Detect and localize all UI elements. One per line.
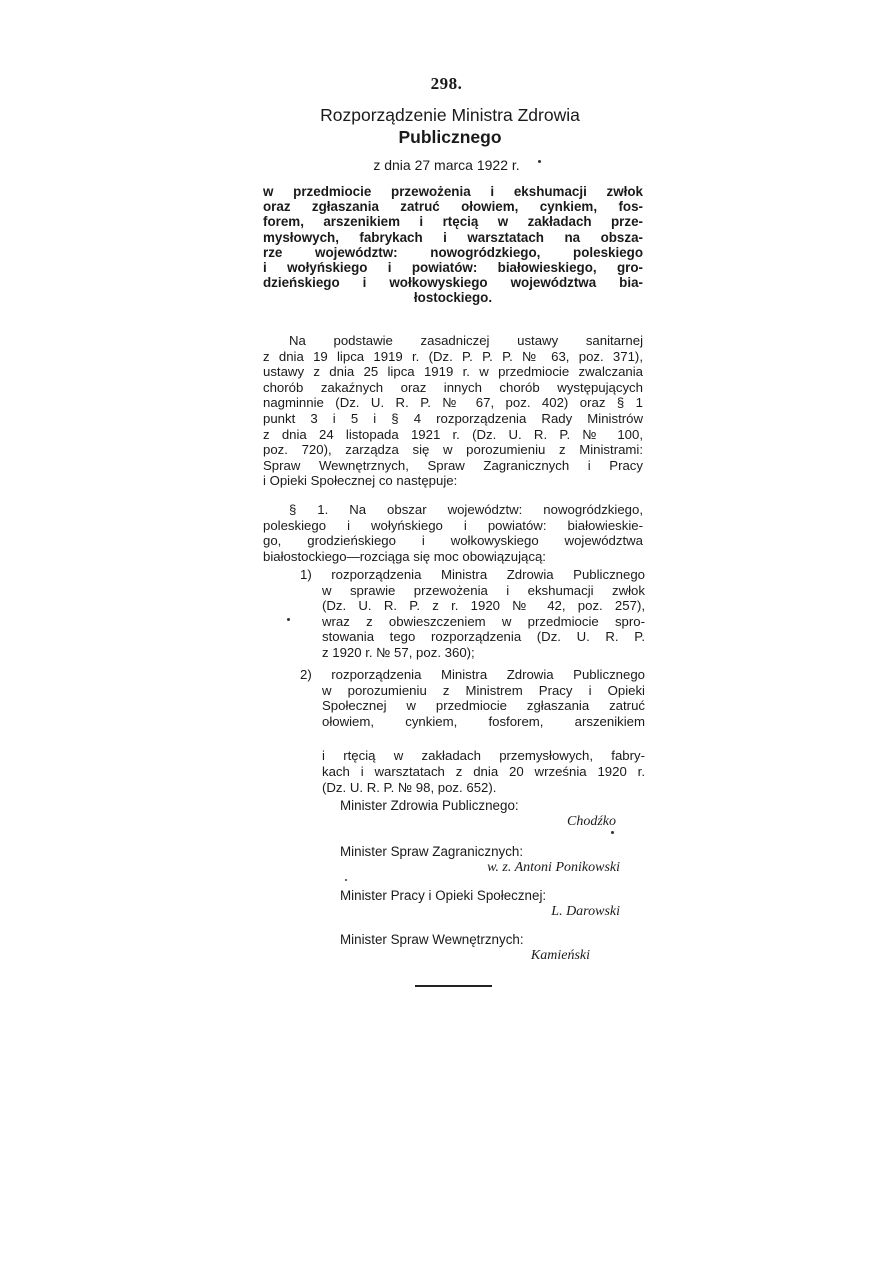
item-1-line: z 1920 r. № 57, poz. 360);	[322, 644, 475, 660]
preamble-line: z dnia 24 listopada 1921 r. (Dz. U. R. P. № 100,	[263, 426, 643, 442]
preamble-line: z dnia 19 lipca 1919 r. (Dz. P. P. P. № 63, poz. 371),	[263, 348, 643, 364]
list-item-1	[300, 567, 645, 661]
title-line-2: Publicznego	[398, 127, 502, 147]
subject-line: i wołyńskiego i powiatów: białowieskiego, gro-	[263, 260, 643, 276]
section-1-line: białostockiego—rozciąga się moc obowiązującą:	[263, 548, 546, 564]
preamble-line: punkt 3 i 5 i § 4 rozporządzenia Rady Ministrów	[263, 410, 643, 426]
preamble-line: poz. 720), zarządza się w porozumieniu z Ministrami:	[263, 442, 643, 458]
subject-line: w przedmiocie przewożenia i ekshumacji zwłok	[263, 184, 643, 199]
signature-role: Minister Zdrowia Publicznego:	[340, 798, 519, 813]
section-1-line: § 1. Na obszar województw: nowogródzkiego,	[289, 502, 643, 517]
item-1-line: w sprawie przewożenia i ekshumacji zwłok	[322, 582, 645, 598]
preamble-paragraph	[263, 333, 643, 489]
section-1-line: poleskiego i wołyńskiego i powiatów: białowieskie-	[263, 517, 643, 533]
subject-line: łostockiego.	[413, 290, 493, 306]
preamble-line: chorób zakaźnych oraz innych chorób występujących	[263, 379, 643, 395]
title-line-1: Rozporządzenie Ministra Zdrowia	[320, 105, 580, 125]
item-2-line: w porozumieniu z Ministrem Pracy i Opieki	[322, 682, 645, 698]
signature-role: Minister Spraw Zagranicznych:	[340, 844, 524, 859]
closing-rule	[415, 985, 492, 987]
subject-line: rze województw: nowogródzkiego, poleskiego	[263, 244, 643, 260]
item-2-line: i rtęcią w zakładach przemysłowych, fabry-	[322, 748, 645, 764]
preamble-line: i Opieki Społecznej co następuje:	[263, 473, 458, 489]
preamble-line: nagminnie (Dz. U. R. P. № 67, poz. 402) oraz § 1	[263, 395, 643, 411]
document-number: 298.	[430, 74, 463, 93]
preamble-line: ustawy z dnia 25 lipca 1919 r. w przedmiocie zwalczania	[263, 364, 643, 380]
signature-role: Minister Spraw Wewnętrznych:	[340, 932, 524, 947]
subject-line: dzieńskiego i wołkowyskiego województwa bia-	[263, 275, 643, 291]
item-2-line: Społecznej w przedmiocie zgłaszania zatruć	[322, 698, 645, 714]
signature-name: Chodźko	[567, 814, 616, 829]
document-title	[290, 104, 610, 148]
subject-line: forem, arszenikiem i rtęcią w zakładach prze-	[263, 214, 643, 230]
item-1-line: stowania tego rozporządzenia (Dz. U. R. P.	[322, 629, 645, 645]
print-speck	[538, 160, 541, 163]
print-speck	[287, 618, 290, 621]
signature-role: Minister Pracy i Opieki Społecznej:	[340, 888, 547, 903]
item-2-line: 2) rozporządzenia Ministra Zdrowia Publicznego	[300, 667, 645, 682]
preamble-line: Na podstawie zasadniczej ustawy sanitarnej	[289, 333, 643, 348]
item-1-line: wraz z obwieszczeniem w przedmiocie spro-	[322, 613, 645, 629]
item-1-line: (Dz. U. R. P. z r. 1920 № 42, poz. 257),	[322, 598, 645, 614]
document-subject	[263, 184, 643, 306]
item-2-line: (Dz. U. R. P. № 98, poz. 652).	[322, 779, 497, 795]
preamble-line: Spraw Wewnętrznych, Spraw Zagranicznych i Pracy	[263, 457, 643, 473]
item-1-line: 1) rozporządzenia Ministra Zdrowia Publicznego	[300, 567, 645, 582]
item-2-line: ołowiem, cynkiem, fosforem, arszenikiem	[322, 713, 645, 729]
section-1-paragraph	[263, 502, 643, 564]
section-1-line: go, grodzieńskiego i wołkowyskiego województwa	[263, 533, 643, 549]
subject-line: oraz zgłaszania zatruć ołowiem, cynkiem, fos-	[263, 199, 643, 215]
signature-block	[340, 798, 620, 830]
item-2-line: kach i warsztatach z dnia 20 września 1920 r.	[322, 763, 645, 779]
signature-name: Kamieński	[530, 948, 590, 963]
print-speck	[345, 879, 347, 881]
signature-block	[340, 844, 620, 876]
signature-block	[340, 932, 620, 964]
document-date: z dnia 27 marca 1922 r.	[373, 157, 520, 173]
signature-name: w. z. Antoni Ponikowski	[487, 860, 620, 875]
signature-name: L. Darowski	[551, 904, 620, 919]
signature-block	[340, 888, 620, 920]
print-speck	[611, 831, 614, 834]
list-item-2	[300, 667, 645, 795]
subject-line: mysłowych, fabrykach i warsztatach na obsza-	[263, 229, 643, 245]
